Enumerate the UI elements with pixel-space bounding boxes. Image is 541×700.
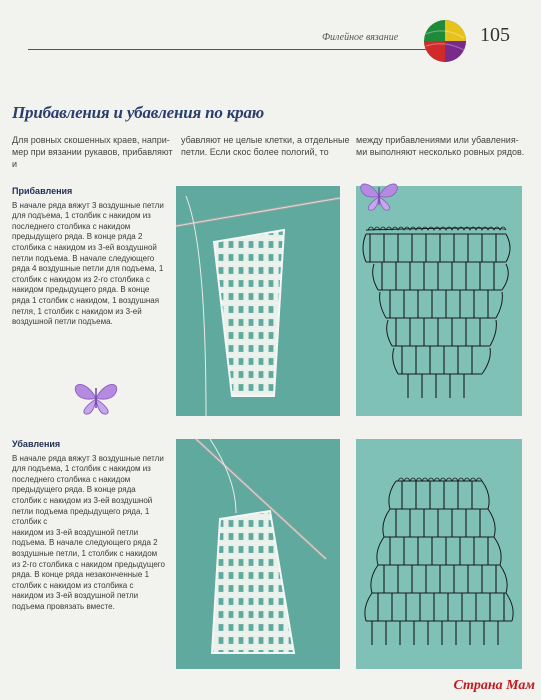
decrease-diagram <box>356 439 522 669</box>
chart-rows <box>366 228 506 374</box>
decrease-line: для подъема, 1 столбик с накидом из <box>12 464 151 474</box>
section-title: Прибавления и убавления по краю <box>12 103 264 122</box>
increase-line: столбика с накидом из 3-ей воздушной <box>12 242 157 252</box>
decrease-line: из 2-го столбика с накидом предыдущего <box>12 559 165 569</box>
header-rule <box>28 49 428 50</box>
butterfly-icon <box>70 378 122 418</box>
decrease-line: петли подъема предыдущего ряда, 1 столбик с <box>12 506 150 527</box>
chart-stitches <box>370 234 496 398</box>
increase-diagram <box>356 186 522 416</box>
yarn-ball-icon <box>422 18 468 64</box>
intro-line: мер при вязании рукавов, прибавляют и <box>12 147 173 169</box>
increase-photo <box>176 186 340 416</box>
chart-stitches <box>372 481 504 645</box>
increase-line: ряда 4 воздушные петли для подъема, 1 <box>12 264 164 274</box>
decrease-line: подъема. В начале следующего ряда 2 <box>12 538 158 548</box>
intro-line: убавляют не целые клетки, а отдельные <box>181 135 350 145</box>
intro-column-2 <box>181 134 351 158</box>
increase-line: последнего столбика с накидом <box>12 221 131 231</box>
decrease-line: подъема провязать вместе. <box>12 601 115 611</box>
chart-ties <box>365 481 513 621</box>
increase-line: накидом предыдущего ряда. В конце <box>12 285 150 295</box>
decrease-line: последнего столбика с накидом <box>12 474 131 484</box>
intro-column-3 <box>356 134 531 158</box>
decrease-text <box>12 439 170 613</box>
decrease-heading: Убавления <box>12 439 61 449</box>
decrease-line: столбик с накидом из столбика с <box>12 580 134 590</box>
increase-line: ряда 1 столбик с накидом, 1 воздушная <box>12 295 160 305</box>
chart-chain-loops <box>398 478 482 481</box>
intro-line: Для ровных скошенных краев, напри- <box>12 135 170 145</box>
decrease-line: накидом из 3-ей воздушной петли <box>12 527 139 537</box>
decrease-line: накидом из 3-ей воздушной петли <box>12 591 139 601</box>
increase-heading: Прибавления <box>12 186 73 196</box>
decrease-line: столбик с накидом из 3-ей воздушной <box>12 495 153 505</box>
butterfly-icon <box>356 178 402 214</box>
intro-line: между прибавлениями или убавления- <box>356 135 519 145</box>
decrease-line: предыдущего ряда. В конце ряда <box>12 485 136 495</box>
increase-line: В начале ряда вяжут 3 воздушные петли <box>12 200 164 210</box>
intro-column-1 <box>12 134 177 170</box>
increase-line: петля, 1 столбик с накидом из 3-ей <box>12 306 142 316</box>
watermark: Страна Мам <box>453 678 535 693</box>
increase-line: петли подъема. В начале следующего <box>12 253 155 263</box>
decrease-line: В начале ряда вяжут 3 воздушные петли <box>12 453 164 463</box>
increase-line: столбик с накидом из 2-го столбика с <box>12 274 150 284</box>
intro-line: ми выполняют несколько ровных рядов. <box>356 147 525 157</box>
increase-line: предыдущего ряда. В конце ряда 2 <box>12 232 143 242</box>
intro-line: петли. Если скос более пологий, то <box>181 147 329 157</box>
increase-line: для подъема, 1 столбик с накидом из <box>12 211 151 221</box>
header-title: Филейное вязание <box>322 32 399 43</box>
page-number: 105 <box>480 24 510 46</box>
decrease-line: воздушные петли, 1 столбик с накидом <box>12 548 158 558</box>
decrease-line: ряда. В конце ряда незаконченные 1 <box>12 570 150 580</box>
increase-text <box>12 186 170 328</box>
increase-line: воздушной петли подъема. <box>12 317 113 327</box>
decrease-photo <box>176 439 340 669</box>
yarn-strand <box>186 196 206 416</box>
